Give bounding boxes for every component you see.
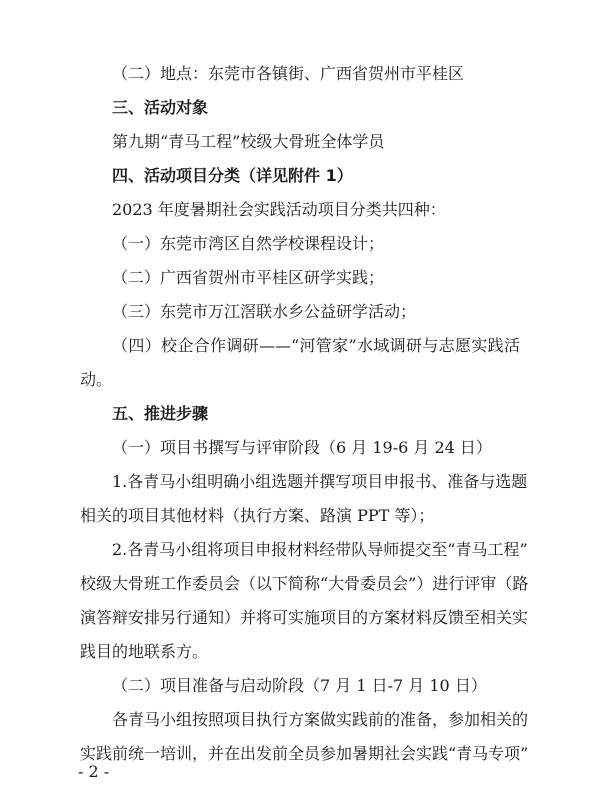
step-1-item-2: 2.各青马小组将项目申报材料经带队导师提交至“青马工程”: [112, 540, 528, 559]
target-text: 第九期“青马工程”校级大骨班全体学员: [112, 132, 385, 151]
category-item-2: （二）广西省贺州市平桂区研学实践；: [112, 268, 385, 287]
category-item-4-cont: 动。: [80, 370, 113, 389]
step-1-item-2-cont-2: 演答辩安排另行通知）并将可实施项目的方案材料反馈至相关实: [80, 608, 529, 627]
section-heading-steps: 五、推进步骤: [112, 404, 209, 423]
step-1-item-2-cont-3: 践目的地联系方。: [80, 642, 209, 661]
step-1-item-2-cont-1: 校级大骨班工作委员会（以下简称“大骨委员会”）进行评审（路: [80, 574, 529, 593]
step-2-text: 各青马小组按照项目执行方案做实践前的准备，参加相关的: [112, 710, 529, 729]
section-heading-target: 三、活动对象: [112, 98, 209, 117]
step-1-heading: （一）项目书撰写与评审阶段（6 月 19-6 月 24 日）: [112, 438, 492, 457]
section-heading-categories: 四、活动项目分类（详见附件 1）: [112, 166, 353, 185]
step-2-heading: （二）项目准备与启动阶段（7 月 1 日-7 月 10 日）: [112, 676, 487, 695]
location-line: （二）地点：东莞市各镇街、广西省贺州市平桂区: [112, 64, 465, 83]
page-number: - 2 -: [78, 762, 110, 781]
category-item-4: （四）校企合作调研——“河管家”水域调研与志愿实践活: [112, 336, 520, 355]
category-item-3: （三）东莞市万江滘联水乡公益研学活动；: [112, 302, 417, 321]
step-1-item-1: 1.各青马小组明确小组选题并撰写项目申报书、准备与选题: [112, 472, 528, 491]
step-2-text-cont: 实践前统一培训，并在出发前全员参加暑期社会实践“青马专项”: [80, 744, 529, 763]
category-item-1: （一）东莞市湾区自然学校课程设计；: [112, 234, 385, 253]
categories-intro: 2023 年度暑期社会实践活动项目分类共四种：: [112, 200, 446, 219]
step-1-item-1-cont: 相关的项目其他材料（执行方案、路演 PPT 等）；: [80, 506, 435, 525]
